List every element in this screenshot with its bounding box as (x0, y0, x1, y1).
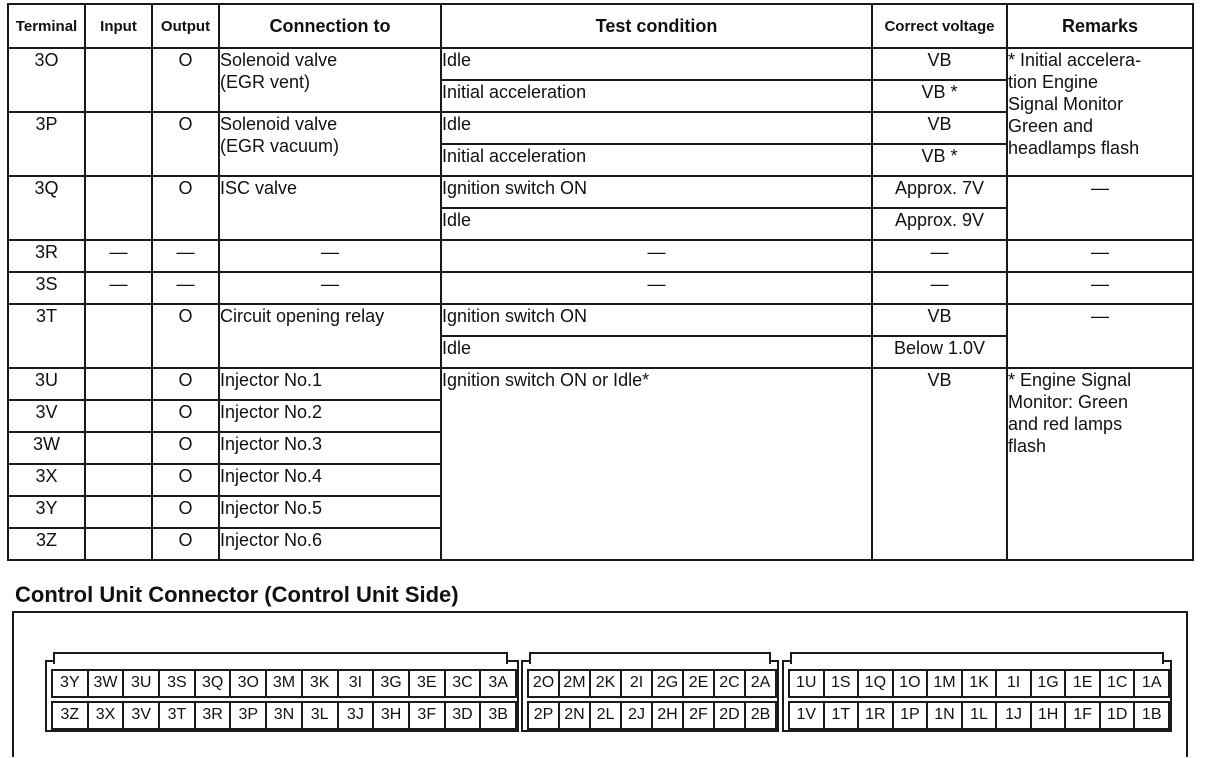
connector-pin: 1N (926, 701, 963, 730)
connector-block-3-latch (53, 652, 508, 664)
test-condition-cell: Idle (441, 336, 872, 368)
output-cell: — (152, 240, 219, 272)
connector-pin: 3J (337, 701, 375, 730)
remark-cell: — (1007, 240, 1193, 272)
connector-pin: 3K (301, 669, 339, 698)
voltage-cell: VB (872, 368, 1007, 560)
input-cell (85, 528, 152, 560)
connector-pin: 2G (651, 669, 684, 698)
connector-pin: 2D (713, 701, 746, 730)
header-correct-voltage: Correct voltage (872, 4, 1007, 48)
test-condition-cell: — (441, 240, 872, 272)
voltage-cell: Approx. 7V (872, 176, 1007, 208)
output-cell: O (152, 304, 219, 368)
connector-pin: 3C (444, 669, 482, 698)
table-row (8, 176, 1193, 208)
input-cell: — (85, 240, 152, 272)
terminal-cell: 3P (8, 112, 85, 176)
table-row (8, 304, 1193, 336)
voltage-cell: VB * (872, 144, 1007, 176)
output-cell: O (152, 400, 219, 432)
voltage-cell: VB * (872, 80, 1007, 112)
connector-pin: 1H (1030, 701, 1067, 730)
terminal-cell: 3O (8, 48, 85, 112)
voltage-cell: VB (872, 48, 1007, 80)
connection-cell: Injector No.1 (219, 368, 441, 400)
connector-pin: 1L (961, 701, 998, 730)
test-condition-cell: Initial acceleration (441, 144, 872, 176)
connector-pin: 3F (408, 701, 446, 730)
connector-pin: 3I (337, 669, 375, 698)
remark-cell: * Engine Signal Monitor: Green and red lamps flash (1007, 368, 1193, 560)
connector-pin: 1S (823, 669, 860, 698)
connector-pin: 3G (372, 669, 410, 698)
connector-pin: 1U (788, 669, 825, 698)
connector-pin: 2I (620, 669, 653, 698)
input-cell (85, 368, 152, 400)
output-cell: O (152, 432, 219, 464)
test-condition-cell: — (441, 272, 872, 304)
connector-pin: 1Q (857, 669, 894, 698)
input-cell (85, 48, 152, 112)
input-cell: — (85, 272, 152, 304)
output-cell: O (152, 528, 219, 560)
connector-pin: 1P (892, 701, 929, 730)
connector-pin: 2E (682, 669, 715, 698)
connection-cell: Circuit opening relay (219, 304, 441, 368)
connector-pin: 2P (527, 701, 560, 730)
output-cell: O (152, 368, 219, 400)
terminal-cell: 3Y (8, 496, 85, 528)
connection-cell: — (219, 272, 441, 304)
table-row (8, 240, 1193, 272)
test-condition-cell: Idle (441, 112, 872, 144)
connector-pin: 1F (1064, 701, 1101, 730)
terminal-cell: 3Q (8, 176, 85, 240)
remark-cell: — (1007, 176, 1193, 240)
connector-pin: 2O (527, 669, 560, 698)
connection-cell: Injector No.3 (219, 432, 441, 464)
connector-block-2-latch (529, 652, 771, 664)
connector-pin: 2N (558, 701, 591, 730)
test-condition-cell: Initial acceleration (441, 80, 872, 112)
connector-pin: 3Q (194, 669, 232, 698)
input-cell (85, 432, 152, 464)
voltage-cell: VB (872, 112, 1007, 144)
connector-pin: 3S (158, 669, 196, 698)
input-cell (85, 112, 152, 176)
connector-pin: 1G (1030, 669, 1067, 698)
test-condition-cell: Ignition switch ON (441, 304, 872, 336)
connector-pin: 1I (995, 669, 1032, 698)
connector-pin: 3P (229, 701, 267, 730)
connector-pin: 3Z (51, 701, 89, 730)
connector-pin: 3X (87, 701, 125, 730)
header-remarks: Remarks (1007, 4, 1193, 48)
connector-pin: 1R (857, 701, 894, 730)
connector-pin: 1E (1064, 669, 1101, 698)
connector-pin: 3M (265, 669, 303, 698)
connection-cell: Injector No.4 (219, 464, 441, 496)
voltage-cell: — (872, 272, 1007, 304)
connector-pin: 1D (1099, 701, 1136, 730)
remark-cell: — (1007, 272, 1193, 304)
connector-pin: 3D (444, 701, 482, 730)
terminal-cell: 3U (8, 368, 85, 400)
terminal-spec-table (7, 3, 1194, 561)
output-cell: O (152, 496, 219, 528)
connection-cell: Injector No.6 (219, 528, 441, 560)
header-output: Output (152, 4, 219, 48)
connector-pin: 3V (122, 701, 160, 730)
output-cell: — (152, 272, 219, 304)
connector-pin: 2A (744, 669, 777, 698)
connector-pin: 3U (122, 669, 160, 698)
remark-cell: — (1007, 304, 1193, 368)
terminal-cell: 3W (8, 432, 85, 464)
test-condition-cell: Idle (441, 48, 872, 80)
output-cell: O (152, 112, 219, 176)
connector-pin: 3E (408, 669, 446, 698)
connector-pin: 3R (194, 701, 232, 730)
connector-pin: 1C (1099, 669, 1136, 698)
connector-pin: 3T (158, 701, 196, 730)
terminal-cell: 3S (8, 272, 85, 304)
header-input: Input (85, 4, 152, 48)
connector-pin: 2M (558, 669, 591, 698)
connection-cell: Solenoid valve (EGR vent) (219, 48, 441, 112)
connector-pin: 2C (713, 669, 746, 698)
test-condition-cell: Ignition switch ON (441, 176, 872, 208)
connector-pin: 2K (589, 669, 622, 698)
terminal-cell: 3R (8, 240, 85, 272)
voltage-cell: Approx. 9V (872, 208, 1007, 240)
input-cell (85, 304, 152, 368)
header-test-condition: Test condition (441, 4, 872, 48)
connector-pin: 1B (1133, 701, 1170, 730)
test-condition-cell: Ignition switch ON or Idle* (441, 368, 872, 560)
connector-pin: 1K (961, 669, 998, 698)
connector-pin: 1J (995, 701, 1032, 730)
connector-title: Control Unit Connector (Control Unit Side) (15, 582, 459, 607)
connector-pin: 3L (301, 701, 339, 730)
output-cell: O (152, 48, 219, 112)
connector-pin: 1O (892, 669, 929, 698)
connection-cell: Injector No.5 (219, 496, 441, 528)
table-row (8, 272, 1193, 304)
table-row (8, 368, 1193, 400)
output-cell: O (152, 464, 219, 496)
connector-pin: 2J (620, 701, 653, 730)
connector-pin: 3B (479, 701, 517, 730)
connector-pin: 1V (788, 701, 825, 730)
connector-pin: 1A (1133, 669, 1170, 698)
connector-pin: 1M (926, 669, 963, 698)
input-cell (85, 400, 152, 432)
table-row (8, 48, 1193, 80)
terminal-cell: 3Z (8, 528, 85, 560)
connector-pin: 2H (651, 701, 684, 730)
input-cell (85, 464, 152, 496)
header-terminal: Terminal (8, 4, 85, 48)
input-cell (85, 176, 152, 240)
connection-cell: ISC valve (219, 176, 441, 240)
terminal-cell: 3V (8, 400, 85, 432)
connection-cell: — (219, 240, 441, 272)
connector-pin: 3N (265, 701, 303, 730)
connector-pin: 3W (87, 669, 125, 698)
connection-cell: Injector No.2 (219, 400, 441, 432)
connector-pin: 3H (372, 701, 410, 730)
connection-cell: Solenoid valve (EGR vacuum) (219, 112, 441, 176)
connector-block-1-latch (790, 652, 1164, 664)
terminal-cell: 3T (8, 304, 85, 368)
connector-pin: 3A (479, 669, 517, 698)
connector-pin: 3Y (51, 669, 89, 698)
voltage-cell: Below 1.0V (872, 336, 1007, 368)
connector-pin: 3O (229, 669, 267, 698)
connector-pin: 2B (744, 701, 777, 730)
connector-pin: 2L (589, 701, 622, 730)
output-cell: O (152, 176, 219, 240)
connector-pin: 1T (823, 701, 860, 730)
connector-pin: 2F (682, 701, 715, 730)
terminal-cell: 3X (8, 464, 85, 496)
remark-cell: * Initial accelera- tion Engine Signal Monitor Green and headlamps flash (1007, 48, 1193, 176)
header-connection: Connection to (219, 4, 441, 48)
voltage-cell: VB (872, 304, 1007, 336)
voltage-cell: — (872, 240, 1007, 272)
table-header-row (8, 4, 1193, 48)
input-cell (85, 496, 152, 528)
test-condition-cell: Idle (441, 208, 872, 240)
